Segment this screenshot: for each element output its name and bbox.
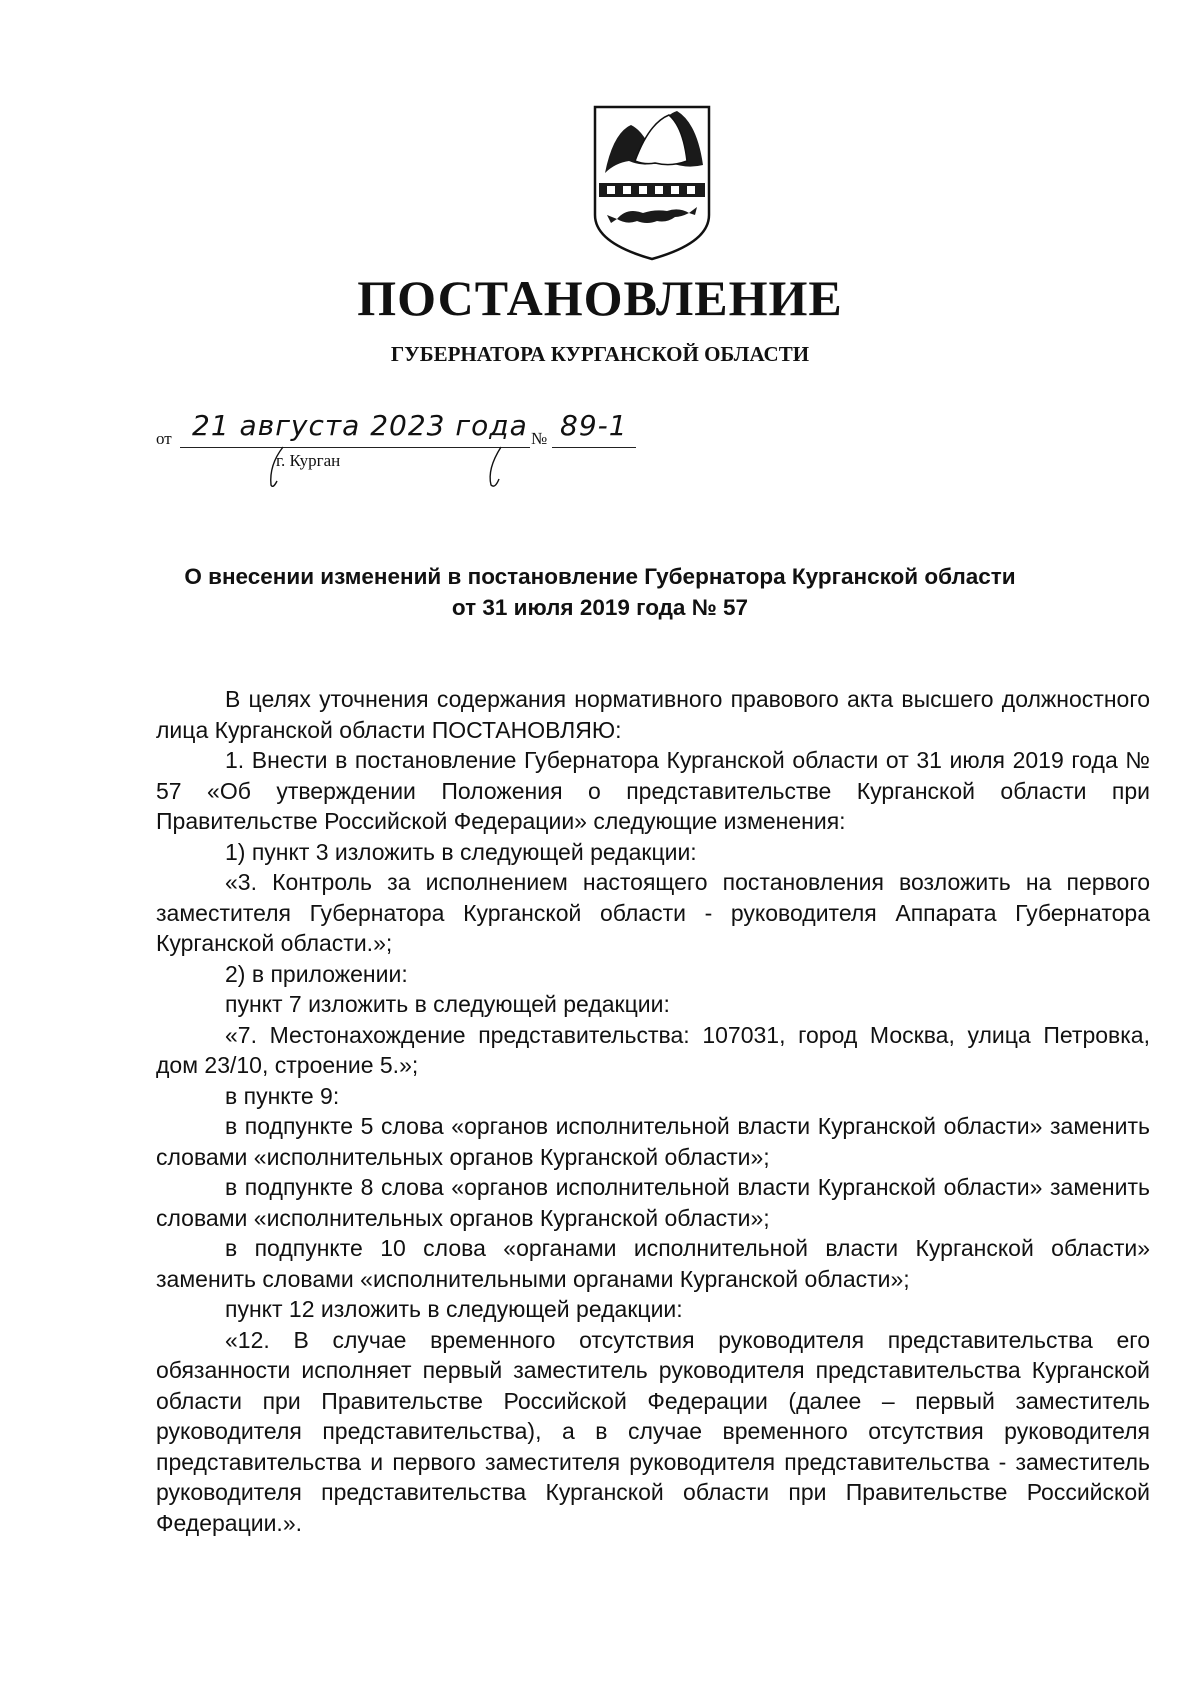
date-number-line [156, 409, 676, 493]
document-issuer: ГУБЕРНАТОРА КУРГАНСКОЙ ОБЛАСТИ [390, 342, 810, 366]
document-subject [140, 561, 1060, 623]
date-underline [180, 447, 530, 448]
handwritten-stroke-icon [261, 445, 291, 491]
handwritten-date: 21 августа 2023 года [192, 409, 528, 442]
document-title: ПОСТАНОВЛЕНИЕ [357, 270, 843, 326]
handwritten-stroke-icon [481, 445, 511, 491]
body-paragraph: в подпункте 5 слова «органов исполнительной власти Курганской области» заменить словами «исполнительных органов Курганской области»; [156, 1113, 1150, 1170]
coat-of-arms-emblem [591, 103, 713, 263]
date-prefix: от [156, 429, 172, 448]
subject-line-2: от 31 июля 2019 года № 57 [451, 595, 749, 620]
body-paragraph: «3. Контроль за исполнением настоящего постановления возложить на первого заместителя Губернатора Курганской области - руководителя Аппарата Губернатора Курганской области.»; [156, 869, 1150, 956]
body-paragraph: «7. Местонахождение представительства: 107031, город Москва, улица Петровка, дом 23/10, строение 5.»; [156, 1021, 1150, 1078]
handwritten-number: 89-1 [560, 409, 628, 442]
subject-line-1: О внесении изменений в постановление Губернатора Курганской области [184, 564, 1016, 589]
body-paragraph: 1. Внести в постановление Губернатора Курганской области от 31 июля 2019 года № 57 «Об утверждении Положения о представительстве Курганской области при Правительстве Российской Федерации» следующие изменения: [156, 747, 1150, 834]
document-body [156, 684, 1150, 1538]
city-label: г. Курган [276, 451, 341, 470]
body-paragraph: 2) в приложении: [225, 960, 408, 987]
body-paragraph: в подпункте 8 слова «органов исполнительной власти Курганской области» заменить словами «исполнительных органов Курганской области»; [156, 1174, 1150, 1231]
body-paragraph: в пункте 9: [225, 1082, 340, 1109]
body-paragraph: 1) пункт 3 изложить в следующей редакции: [225, 838, 697, 865]
body-paragraph: «12. В случае временного отсутствия руководителя представительства его обязанности исполняет первый заместитель руководителя представительства Курганской области при Правительстве Российской Федерации (далее – первый заместитель руководителя представительства), а в случае временного отсутствия руководителя представительства и первого заместителя руководителя представительства - заместитель руководителя представительства Курганской области при Правительстве Российской Федерации.». [156, 1326, 1150, 1536]
body-paragraph: в подпункте 10 слова «органами исполнительной власти Курганской области» заменить словами «исполнительными органами Курганской области»; [156, 1235, 1150, 1292]
body-paragraph: В целях уточнения содержания нормативного правового акта высшего должностного лица Курганской области ПОСТАНОВЛЯЮ: [156, 686, 1150, 743]
number-underline [552, 447, 636, 448]
body-paragraph: пункт 12 изложить в следующей редакции: [225, 1296, 683, 1322]
number-sign: № [531, 429, 548, 448]
body-paragraph: пункт 7 изложить в следующей редакции: [225, 991, 670, 1017]
